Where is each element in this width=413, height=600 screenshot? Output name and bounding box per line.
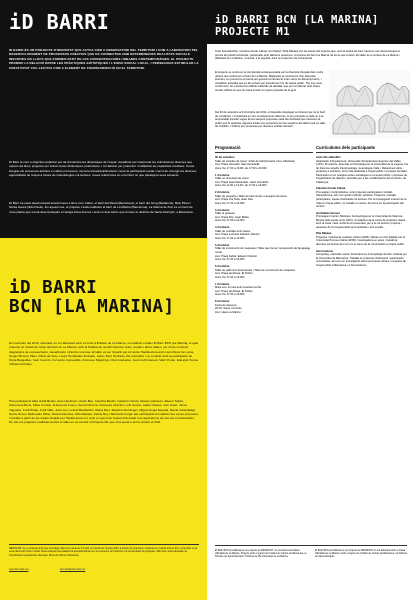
program-item-title: 6 d'octubre: [215, 265, 230, 269]
program-item-title: 2 d'octubre: [215, 191, 230, 195]
right-column: [207, 0, 413, 600]
program-item-line: Hora: De 17.00 a 19.00h: [215, 236, 245, 240]
program-list: [215, 156, 313, 314]
program-rule: [215, 152, 313, 153]
dome-structures-photo: [329, 70, 411, 138]
right-footer-right: iD Barri BCN [La Marina] és un projecte de IDENSITAT en col·laboració amb el Casal d'Entitats de La Marina i amb el suport de l'Institut de Cultura de Barcelona i el Districte de Sants-Montjuïc.: [315, 549, 408, 559]
curriculum-item-title: Xavi Cantons: [316, 249, 334, 253]
curriculum-item-line: Prometgien i Antiproductes, amb projectes participatius i treballs d'arquitectura, així com gestió cultural i artística. Projectes i treballs participatius, espais d'activitats col·lectives. Per la investigació exterior de la vida en l'espai públic, on treballs en xarxa i de forma en la participació del territori.: [316, 190, 407, 209]
program-item: [215, 226, 313, 240]
program-item-title: 3 d'octubre: [215, 208, 230, 212]
program-item-line: Taller de pequeña i Taller de ball només i esvagrar persones: [215, 194, 287, 198]
program-item-title: 1 d'octubre: [215, 173, 230, 177]
title-id-barri-bcn: iD BARRI BCN [LA MARINA]: [215, 14, 379, 26]
curricula-section: [316, 145, 408, 270]
program-item-line: Hora: De 17.00 a 19.00 i de 17.00 a 19.00h: [215, 166, 267, 170]
program-item-line: Taller de mobiliari amb caixes: [215, 229, 251, 233]
program-item-line: Hora: De 17.00 a 19.00h: [215, 275, 245, 279]
curriculum-item-line: Antropòleg, educador social. Doctorand en Antropologia Social i Cultural per la Universitat de Barcelona. Treballa en projectes d'educació i participació comunitària, així com en investigació sobre processos urbans i ocupació de l'espai públic a Barcelona i a Sud Amèrica.: [316, 253, 407, 267]
curriculum-item: [316, 250, 408, 268]
program-item-line: Hora: De 17.00 a 19.00h: [215, 219, 245, 223]
program-item-line: Hora: De 17.00 a 19.00h: [215, 293, 245, 297]
footer-email[interactable]: idensitat@idensitat.net: [60, 568, 86, 571]
program-item-line: Hora: De 17.00 a 19.00h: [215, 258, 245, 262]
curriculum-item-title: Rita Rabaça: [316, 232, 332, 236]
program-item-line: Lloc: Plaça Ginestell, Gaeri Ginebelle: [215, 163, 260, 167]
curriculum-item: [316, 156, 408, 184]
title-projecte-m1: PROJECTE M1: [215, 26, 291, 38]
workshop-paragraph: El novembre del 2010, Idensitat, en col·laboració amb La Cívic d'Entitats de La Marina, va realitzar el taller iD Barri BCN [La Marina], el qual pretenia un treball de camp del barri de La Marina, amb la finalitat de recollir històries orals, visuals i altres dades, per tal de construir diagnòstics de representació, visualització i d'acció concreta. El taller va ser impartit pel col·lectiu Hackitectura amb Lluís Pérez de Lama, Sergio Moreno Páez, Pablo de Soto, Laura Hernández Andrade, Jaime Díez Honrado, Ale González i va comptar amb la participació de Núria Banguilles, Sant Cusmín, Col·lectiu Comestible, Francesc Magrinyà, Oriol Granados, Gemma Portaneur, Martí Peran, Eduardo Tomás i Mireia Fortuñes.: [9, 341, 199, 367]
program-item-line: Lloc: Plaça Leonard, Eduard i Ramón: [215, 233, 260, 237]
title-id-barri: iD BARRI: [9, 10, 110, 34]
project-description: El projecte es centra en la complexitat social-generada per la diversitat d'espais dels nuclis urbans que conformen el barri de La Marina. Mitjançant la construcció d'un dispositiu itinerant, es promou la conversa per generar la interacció entre veïns de diferents barris, i visualitzar activitats que es fan al barri per transformar l'ús de l'espai públic. The s'es ceon construcció, les eximes fins utilitzat materials de deixalla, que per col·laborar amb fustes tornats utilitzat en que les totes el barri en quart propietari de la gent.: [215, 71, 324, 92]
title-bcn-la-marina: BCN [LA MARINA]: [9, 297, 175, 317]
program-item-line: Festa de clausura: [215, 303, 237, 307]
program-item-line: Lloc: Plaça de Rosas, El Poblet: [215, 272, 253, 276]
curricula-heading: Currículums dels participants: [316, 145, 376, 150]
participants-paragraph: Han participat al taller Adrià Benito, Ana Cambronz, Anaïs Bas, Carolina Beolfo, Catarina Ciordo, Dianes Carrasco, Elisenr Sellés, Clemencia Bons, Filipo Correia, Francesca Cusco, Gema Herrera, Guissepe Libertino, Iciri Govira, Isabel Civelss, Iván Letter, Jaime Yaguana, Jordi Priola, Jordi Valls, Joan Léo, Leticia Barrilambo, Maria Ries, Mauricio Domingez, Miguel Angel Espada, Nicola Castelpidge, Norris Noreu, Raimondo Piñiet, Ricard Faurnies, Rita Rabaça, Sandy Rey i Bernardo Forga. Els participants formalitzen les seves propostes i treballs a partir de les dades dirigida per Hackitectura.net, amb el suport de l'equip d'Idensitat i les aportacions de tots els col·laboradors. De tots els projectes realitzats durant el taller en va escollir el Projecte M1 que s'ha posat a terme durant el 2011.: [9, 399, 199, 425]
program-item-line: Taller no necessari de carrer: [215, 177, 249, 181]
program-item-line: Hora: De 11.00 a 13.00 i de 17.00 a 19.00h: [215, 184, 267, 188]
program-item-line: Mitra era i en tota amb fonament lecha: [215, 286, 262, 290]
program-item-line: Lloc: Plaça de Rosas, El Poblet: [215, 289, 253, 293]
program-item: [215, 191, 313, 205]
la-marina-block: [0, 238, 207, 600]
program-item-title: 4 d'octubre: [215, 226, 230, 230]
objectives-paragraph: iD Barri té com a objectius analitzar per tal d'entendre les dinàmiques de l'espai; visualitzar per interpretar les articulacions diverses que operen als llocs; projectar per trobar noves dinàmiques productives, i col·laborar per potenciar i multiplicar les capacitats creatives. Cerca integrar els processos artístics en altres processos; cerca la transdisciplinarietat; cerca la participació social i cerca fer emergir les diverses agencialitats de l'espai a través de metodologies col·lectives, noves referències en el territori on que planteja la seva actuació.: [9, 160, 197, 177]
program-item-title: 7 d'octubre: [215, 282, 230, 286]
program-item: [215, 156, 313, 170]
program-item-line: Lloc: plaça La Marina: [215, 310, 241, 314]
program-item: [215, 300, 313, 314]
program-item-line: Taller de mirades de carrer i inflar de ball (Ginestra i Seu d'Entitats): [215, 159, 295, 163]
program-item: [215, 244, 313, 262]
curriculum-item-line: Projectes i arquitecta Lusitano Lisboa (2006). Màster en Arts Digitals per la Universitat Pompeu Fabra (2009). Investigadora en actes i treball de diversos col·lectius així com en el camp de la comunicació a l'espai públic.: [316, 235, 406, 247]
curriculum-item-line: Prometgien Interior, Biologia i Antropologia per la Universitat de València. Mestra dels espais sorts (UPC). Fundadora de la xarxa de projectes l'espai amb la ciutat i dels nuclis de la universitat, per a la col·lectiva i projecte i aquestes de tot l'espai públic amb activitats i arts socials.: [316, 215, 406, 229]
program-item-line: Taller de patrimoni descobertes i Taller de construcció de maquetes: [215, 268, 296, 272]
dates-paragraph: Del 30 de setembre al 9 d'octubre del 2011, el dispositiu desplegat va itinerant per tot el barri de La Marina, i s'instal·larà en cinc emplaçaments diferents. Al ser preceptiu a cada un a la temporalitat transfer vegeu de les tasques propostes cada dia d'activitat que ofereixen al public que hi participa. Algunes d'elles són propostes per les sessions del taller local un taller de mobiliari, i d'altres són propostes per diverses entitats del barri.: [215, 111, 326, 129]
intro-caps-text: ID BARRI ÉS UN PROJECTE D'IDENSITAT QUE ACTUA COM A OBSERVATORI DEL TERRITORI I COM A LABORATORI PEL DESENVOLUPAMENT DE PROCESSOS CREATIUS QUE ES CONNECTEN AMB DETERMINADES REALITATS SOCIALS INSCRITES EN LLOCS QUE FORMEN PART DE LES CONCENTRACIONS URBANES CONTEMPORÀNIES. EL PROJECTE PROMOU LA RELACIÓ ENTRE LES PRÀCTIQUES ARTÍSTIQUES I L'ESPAI SOCIAL LOCAL, I PERSEGUEIX ESTIMULAR LA CREATIVITAT COL·LECTIVA COM A ELEMENT DE TRANSFORMACIÓ EN EL TERRITORI.: [9, 48, 199, 70]
footer-divider: [9, 544, 199, 545]
program-item: [215, 283, 313, 297]
program-item-line: Taller la ginavad: [215, 212, 235, 216]
title-id-barri-2: iD BARRI: [9, 278, 98, 298]
right-header: [207, 0, 413, 44]
program-section: [215, 145, 313, 318]
program-item-title: 8 d'octubre: [215, 300, 230, 304]
program-item-line: 20.00: Sopar col·lectiu: [215, 307, 242, 311]
curriculum-item-title: Catarina Ciordo Cabral: [316, 187, 346, 191]
program-item-title: 30 de setembre: [215, 156, 235, 159]
program-item-line: Lloc: Plaça Roc, Gaer Bolba: [215, 215, 249, 219]
history-paragraph: iD Barri ha estat desenvolupat anteriorment a llocs com Cabot, el barri del Raval (Barcelona), el barri del Gorg (Badalona), Baix Pintor i Santa Isaura (São Paulo). En aquest cas, el projecte s'està realitzant al barri de La Marina (Barcelona). La Marina de Port és un barri de nova planta que s'està desenvolupant a l'antiga Zona Franca i serà un dels barris que formen el districte de Sants-Montjuïc, a Barcelona.: [9, 201, 194, 214]
program-item-line: Lloc: Plaça Fabiol, Eduard i Ramón: [215, 254, 258, 258]
curriculum-item: [316, 212, 408, 230]
program-item: [215, 174, 313, 188]
program-item-line: Lloc: Plaça Joe Teka, Gaet Teta: [215, 198, 253, 202]
curriculum-item: [316, 187, 408, 208]
right-footer-divider: [215, 545, 407, 546]
curriculum-item-title: Arxiu Dos-Mendiño: [316, 156, 341, 159]
program-item-line: Hora: De 17.00 a 19.00h: [215, 201, 245, 205]
description-block: [0, 152, 207, 238]
program-item-title: 5 d'octubre: [215, 243, 230, 247]
program-heading: Programació: [215, 145, 241, 150]
curricula-rule: [316, 152, 408, 153]
curriculum-item-title: Ivet Ibáñez Herrero: [316, 211, 341, 215]
project-intro: Arxiu Dos-Mendiño, Carolina Ciordo Cabral, Ivet Ibáñez i Rita Rabaça són els autors del projecte que, amb la tutoria de Xavi Cantons, han desenvolupat un procés de treball horitzontal i participatiu amb diferents persones i col·lectius del barri La Marina. El fet és que l'entorn del taller és el context de La Marina i d'Entitats de La Marina, i l'escola, a la seguida, d'ací on projectem de Covenència.: [215, 50, 401, 61]
program-item-line: Lloc: Plaça Gaeri Estandolo, Gaeri Gondoille: [215, 180, 269, 184]
footer-text: IDENSITAT és un projecte d'art que investiga sobre les maneres d'incidir en l'àmbit de l'espai públic a través de propostes creatives en relació amb el lloc i el territori en la seva dimensió física i social. Desenvolupa una plataforma transdisciplinar per a la recerca, la producció i la presentació de projectes. Més info: www.idensitat.net · Coordinació i assistència: Idensitat. Direcció: Ramon Parramon: [9, 547, 198, 557]
program-item-line: Taller de construcció de maquetes i Taller que forma i recuperació de llenguatge mural: [215, 247, 311, 254]
curriculum-item-line: Historiador d'Arquitectura, Universitat d'Arquitectura Superior del Vallès (UPC). El colectiu, llicenciat en Psicologia per la Universitat de la Laguna. Ha fet diversos estudis d'antropologia, musicologia i falla i. Relacionat sobre projectes a exhibició, tot la vida dedicada a l'espai públic i el espais del taller. Participant en un postgrau sobre estratègies en el espai públic i proposes de l'organització de talleres i activitats per a las mobilitzacions del col·lectiu, de Catalunya.: [316, 159, 408, 184]
curricula-list: [316, 156, 408, 267]
right-footer-left: iD Barri BCN [La Marina] és un projecte de IDENSITAT i el col·lectiu local Casal d'Entitats de La Marina. Projecte amb el suport de l'Institut de Cultura de Barcelona, el Districte de Sants-Montjuïc i l'Oficina de Pla d'Actuació de La Marina.: [215, 549, 307, 559]
program-item: [215, 265, 313, 279]
curriculum-item: [316, 232, 408, 246]
footer-link[interactable]: www.idensitat.net: [9, 568, 29, 571]
program-item: [215, 209, 313, 223]
intro-block: [0, 0, 207, 152]
